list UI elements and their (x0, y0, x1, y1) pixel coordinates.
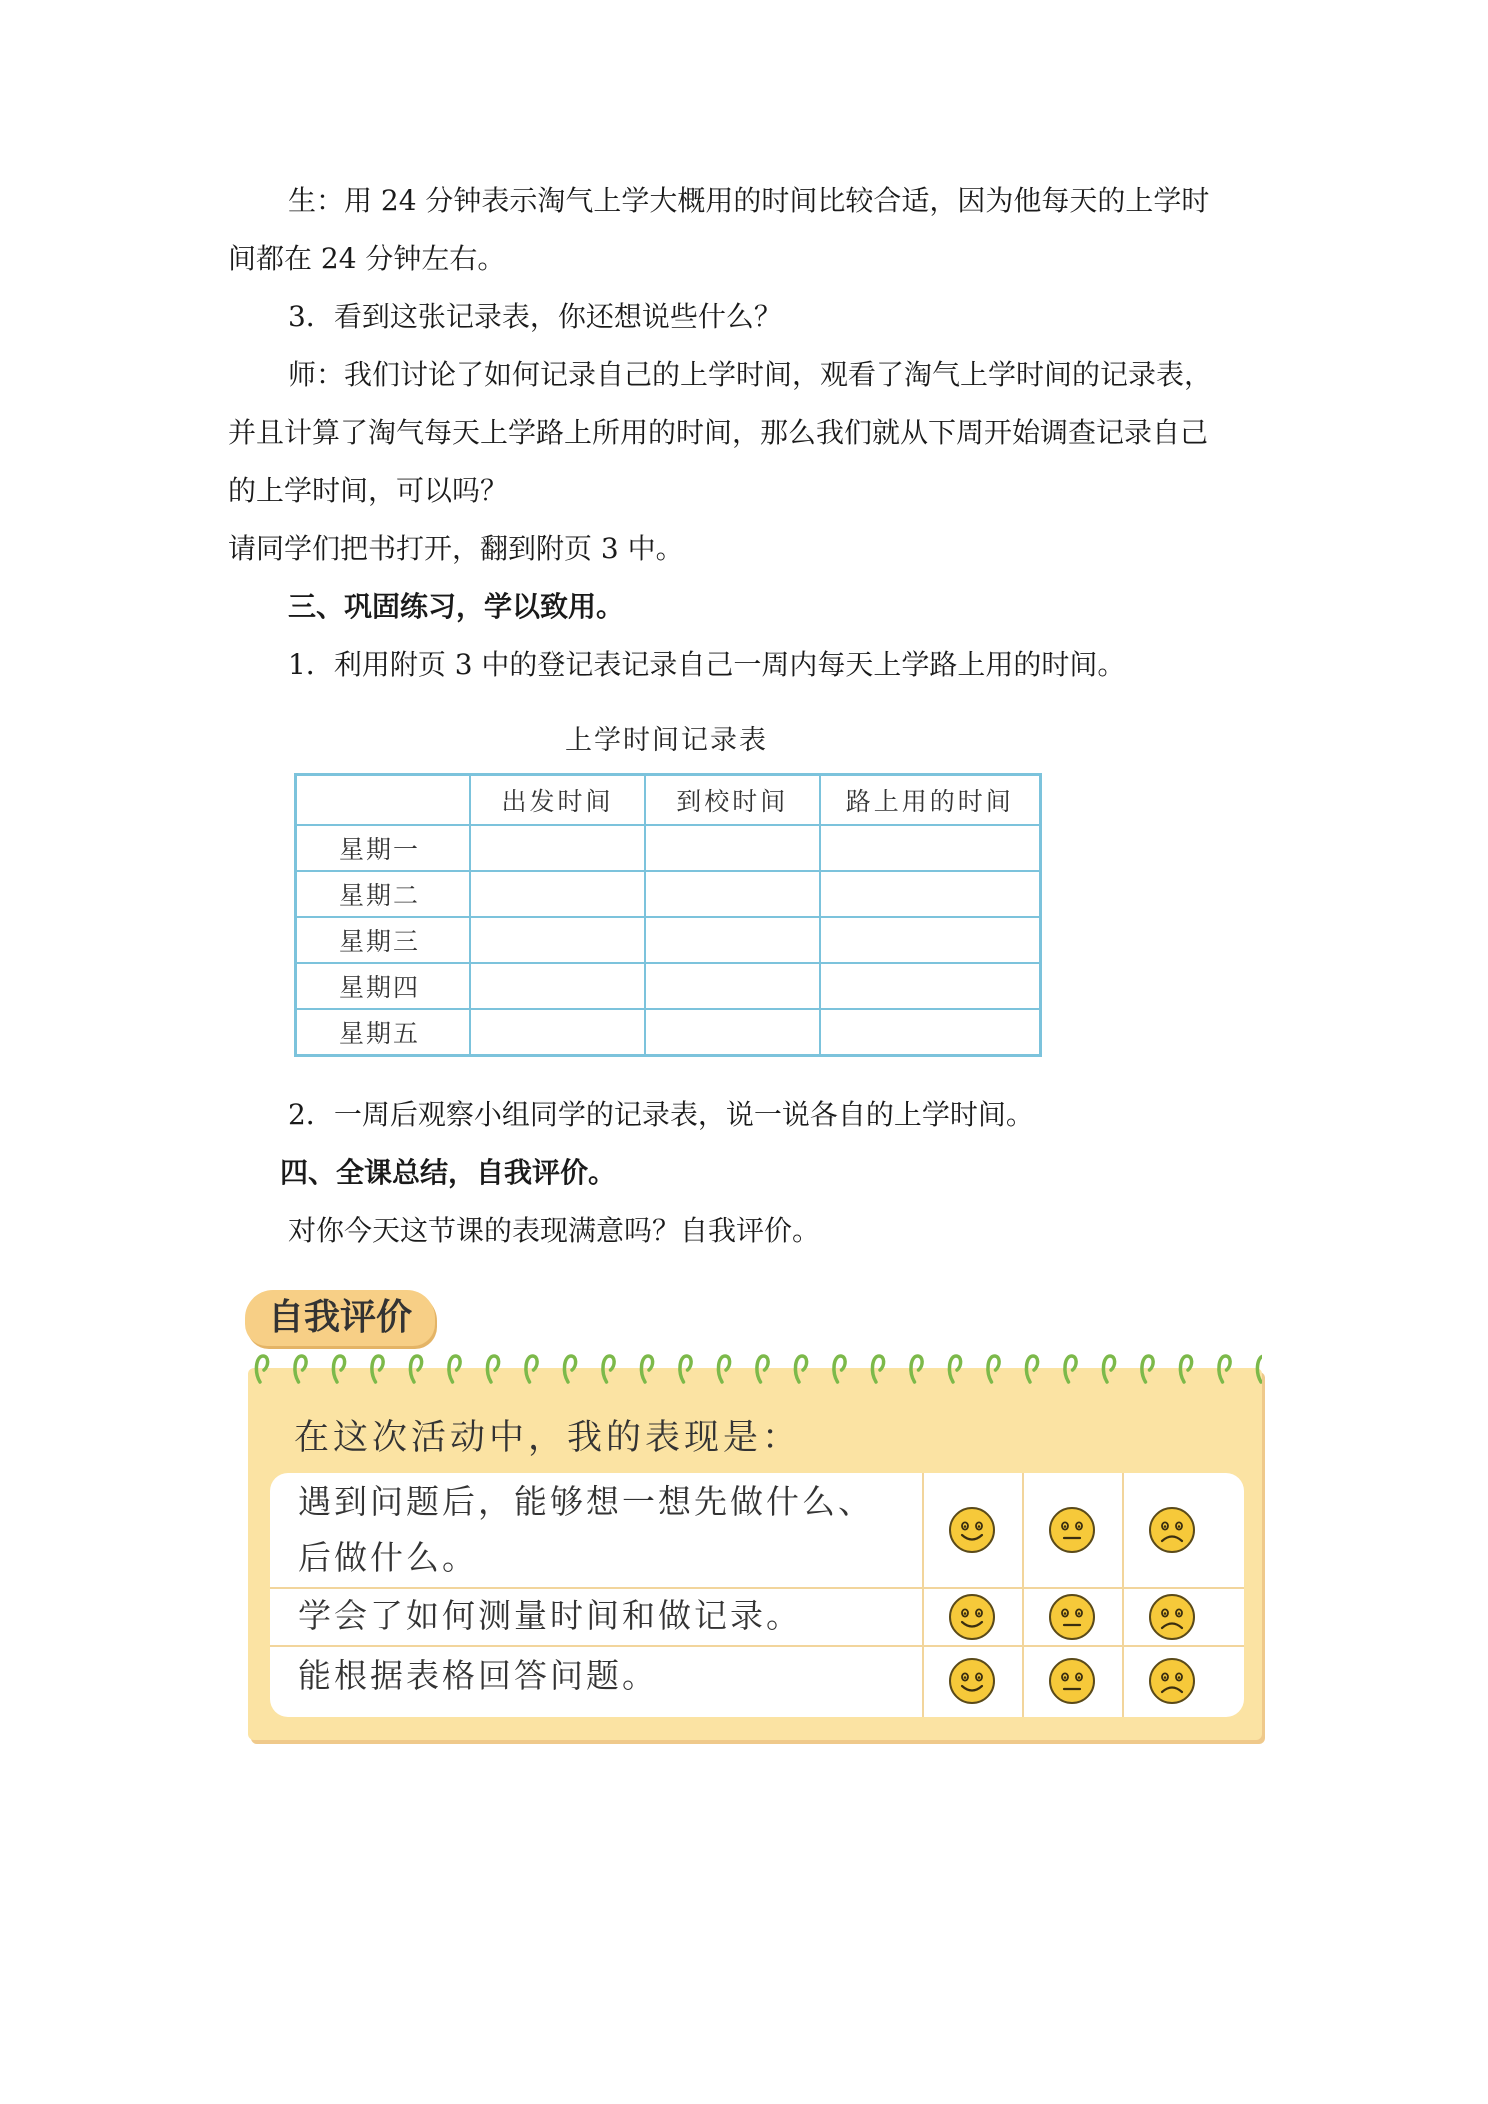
table-cell (645, 1009, 820, 1056)
table-cell (470, 963, 645, 1009)
eval-item-text: 能根据表格回答问题。 (298, 1656, 658, 1695)
spiral-ring (1142, 1356, 1153, 1382)
smile-face-icon[interactable] (946, 1591, 998, 1643)
column-divider (1022, 1473, 1024, 1717)
spiral-ring (1180, 1356, 1191, 1382)
column-divider (1122, 1473, 1124, 1717)
section-heading-4: 四、全课总结，自我评价。 (280, 1156, 617, 1189)
table-header-cell: 路上用的时间 (820, 775, 1041, 826)
sad-face-icon[interactable] (1146, 1591, 1198, 1643)
spiral-ring (1257, 1356, 1262, 1382)
spiral-ring (256, 1356, 267, 1382)
self-evaluation-tag (245, 1290, 435, 1346)
paragraph-teacher-2: 并且计算了淘气每天上学路上所用的时间，那么我们就从下周开始调查记录自己 (228, 416, 1209, 449)
table-row (296, 871, 1041, 917)
paragraph-open-book: 请同学们把书打开，翻到附页 3 中。 (228, 532, 684, 565)
day-label: 星期四 (296, 963, 471, 1009)
table-row (296, 825, 1041, 871)
eval-item-text: 遇到问题后，能够想一想先做什么、 (298, 1482, 874, 1521)
spiral-ring (603, 1356, 614, 1382)
table-cell (645, 963, 820, 1009)
eval-item-text-cont: 后做什么。 (298, 1538, 478, 1577)
table-cell (645, 917, 820, 963)
self-evaluation-tag-label: 自我评价 (267, 1297, 412, 1338)
paragraph-exercise-2: 2．一周后观察小组同学的记录表，说一说各自的上学时间。 (288, 1098, 1034, 1131)
spiral-ring (872, 1356, 883, 1382)
table-header-cell: 出发时间 (470, 775, 645, 826)
section-heading-3: 三、巩固练习，学以致用。 (288, 590, 625, 623)
spiral-ring (295, 1356, 306, 1382)
table-cell (820, 917, 1041, 963)
sad-face-icon[interactable] (1146, 1504, 1198, 1556)
table-cell (470, 1009, 645, 1056)
spiral-ring (564, 1356, 575, 1382)
table-row (296, 963, 1041, 1009)
spiral-ring (333, 1356, 344, 1382)
spiral-ring (988, 1356, 999, 1382)
spiral-ring (526, 1356, 537, 1382)
smile-face-icon[interactable] (946, 1504, 998, 1556)
table-header-row (296, 775, 1041, 826)
table-cell (820, 963, 1041, 1009)
spiral-ring (449, 1356, 460, 1382)
spiral-ring (372, 1356, 383, 1382)
table-cell (470, 871, 645, 917)
neutral-face-icon[interactable] (1046, 1655, 1098, 1707)
neutral-face-icon[interactable] (1046, 1591, 1098, 1643)
table-cell (470, 825, 645, 871)
spiral-ring (949, 1356, 960, 1382)
paragraph-question-3: 3．看到这张记录表，你还想说些什么？ (288, 300, 782, 333)
day-label: 星期二 (296, 871, 471, 917)
spiral-ring (410, 1356, 421, 1382)
spiral-binding-icon (248, 1350, 1262, 1390)
table-cell (645, 871, 820, 917)
spiral-ring (757, 1356, 768, 1382)
spiral-ring (487, 1356, 498, 1382)
table-cell (645, 825, 820, 871)
spiral-ring (1065, 1356, 1076, 1382)
spiral-ring (1026, 1356, 1037, 1382)
spiral-ring (795, 1356, 806, 1382)
table-cell (820, 825, 1041, 871)
self-evaluation-list (270, 1473, 1244, 1717)
day-label: 星期三 (296, 917, 471, 963)
record-table (294, 773, 1042, 1057)
eval-item-text: 学会了如何测量时间和做记录。 (298, 1596, 802, 1635)
table-header-cell (296, 775, 471, 826)
table-cell (470, 917, 645, 963)
table-row (296, 1009, 1041, 1056)
paragraph-student-answer-2: 间都在 24 分钟左右。 (228, 242, 506, 275)
self-evaluation-heading: 在这次活动中，我的表现是： (294, 1418, 802, 1458)
paragraph-self-eval-prompt: 对你今天这节课的表现满意吗？自我评价。 (288, 1214, 821, 1247)
spiral-ring (834, 1356, 845, 1382)
paragraph-teacher-1: 师：我们讨论了如何记录自己的上学时间，观看了淘气上学时间的记录表， (288, 358, 1213, 391)
paragraph-student-answer-1: 生：用 24 分钟表示淘气上学大概用的时间比较合适，因为他每天的上学时 (288, 184, 1210, 217)
sad-face-icon[interactable] (1146, 1655, 1198, 1707)
paragraph-teacher-3: 的上学时间，可以吗？ (228, 474, 509, 507)
column-divider (922, 1473, 924, 1717)
smile-face-icon[interactable] (946, 1655, 998, 1707)
spiral-ring (1219, 1356, 1230, 1382)
table-cell (820, 871, 1041, 917)
table-row (296, 917, 1041, 963)
record-table-title: 上学时间记录表 (565, 725, 768, 756)
day-label: 星期五 (296, 1009, 471, 1056)
spiral-ring (680, 1356, 691, 1382)
spiral-ring (911, 1356, 922, 1382)
spiral-ring (1103, 1356, 1114, 1382)
spiral-ring (641, 1356, 652, 1382)
paragraph-exercise-1: 1．利用附页 3 中的登记表记录自己一周内每天上学路上用的时间。 (288, 648, 1126, 681)
spiral-ring (718, 1356, 729, 1382)
table-cell (820, 1009, 1041, 1056)
neutral-face-icon[interactable] (1046, 1504, 1098, 1556)
day-label: 星期一 (296, 825, 471, 871)
table-header-cell: 到校时间 (645, 775, 820, 826)
